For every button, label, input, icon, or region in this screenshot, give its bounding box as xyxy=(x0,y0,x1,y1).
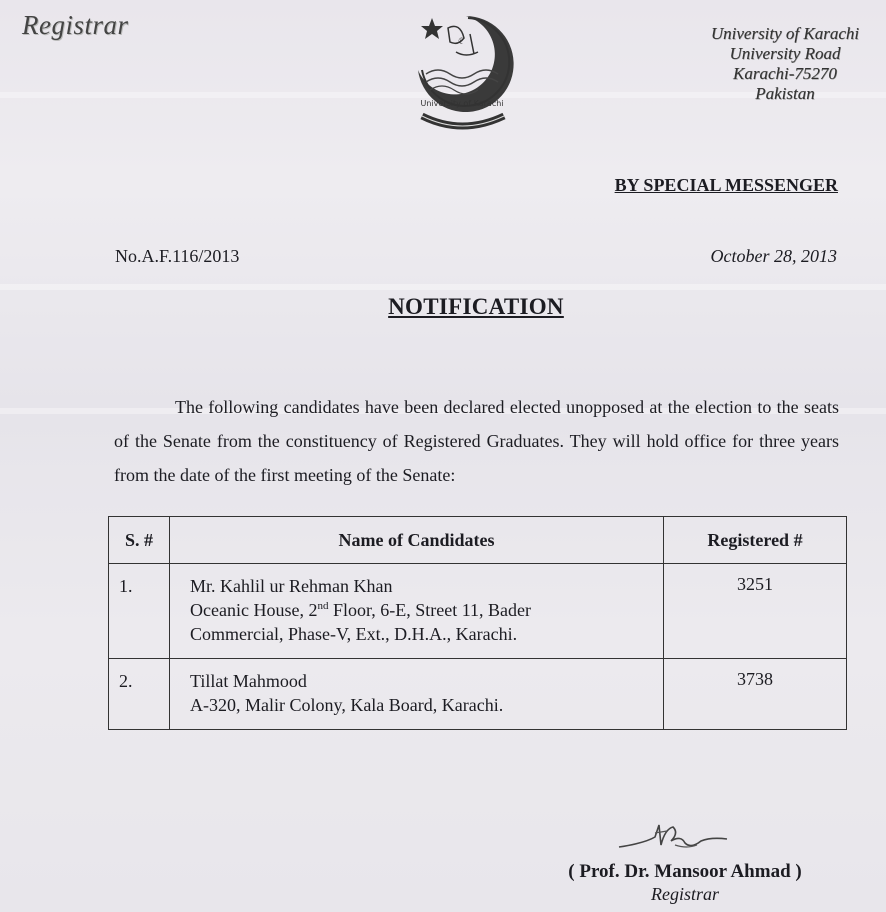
svg-text:☾: ☾ xyxy=(457,37,467,47)
signature-icon xyxy=(615,815,733,859)
signatory-designation: Registrar xyxy=(650,884,719,904)
address-line: Pakistan xyxy=(755,84,815,103)
candidate-cell xyxy=(170,564,664,659)
signatory-name: ( Prof. Dr. Mansoor Ahmad ) xyxy=(568,861,802,882)
column-header: Registered # xyxy=(664,517,847,564)
body-text: The following candidates have been declared elected unopposed at the election to the seats of the Senate from the constituency of Registered Graduates. They will hold office for three years from the date of the first meeting of the Senate: xyxy=(114,397,839,485)
candidates-table xyxy=(108,516,847,730)
address-line: Karachi-75270 xyxy=(733,64,837,83)
paper-band xyxy=(0,284,886,290)
candidate-address: Oceanic House, 2nd Floor, 6-E, Street 11, Bader xyxy=(190,600,532,620)
registered-number: 3738 xyxy=(664,659,847,730)
table-row xyxy=(109,564,847,659)
serial-number: 1. xyxy=(109,564,170,659)
notification-body xyxy=(114,390,839,492)
reference-number: No.A.F.116/2013 xyxy=(115,246,240,266)
table-header-row xyxy=(109,517,847,564)
column-header: Name of Candidates xyxy=(170,517,664,564)
notification-heading: NOTIFICATION xyxy=(388,294,564,319)
candidate-address-line2: Commercial, Phase-V, Ext., D.H.A., Karachi. xyxy=(190,624,518,644)
letterhead-office: Registrar xyxy=(22,10,129,40)
crescent-star-seal-icon xyxy=(408,8,516,134)
candidate-address: A-320, Malir Colony, Kala Board, Karachi. xyxy=(190,695,504,715)
candidate-name: Mr. Kahlil ur Rehman Khan xyxy=(190,576,393,596)
candidate-name: Tillat Mahmood xyxy=(190,671,307,691)
handwritten-signature xyxy=(615,815,733,859)
serial-number: 2. xyxy=(109,659,170,730)
table-row xyxy=(109,659,847,730)
registered-number: 3251 xyxy=(664,564,847,659)
column-header: S. # xyxy=(109,517,170,564)
letter-date: October 28, 2013 xyxy=(710,246,837,266)
candidate-cell xyxy=(170,659,664,730)
university-seal-logo xyxy=(408,8,516,134)
address-line: University Road xyxy=(729,44,841,63)
university-address xyxy=(690,24,880,104)
delivery-note: BY SPECIAL MESSENGER xyxy=(614,175,838,195)
svg-text:University of Karachi: University of Karachi xyxy=(420,99,504,108)
address-line: University of Karachi xyxy=(710,24,860,43)
